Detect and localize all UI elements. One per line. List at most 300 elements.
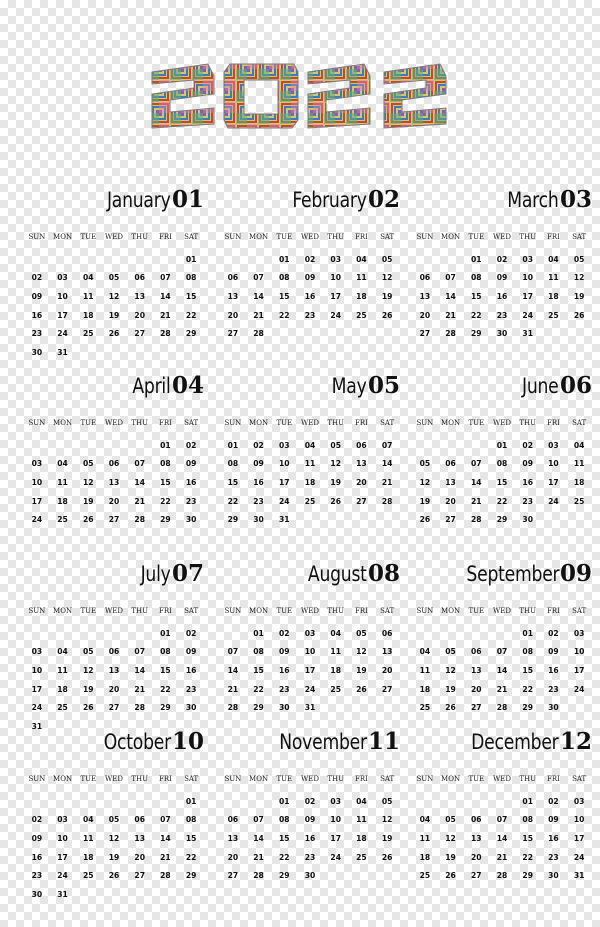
day-cell: 05 (108, 273, 120, 283)
day-cell: 07 (496, 815, 508, 825)
month-number: 04 (171, 372, 204, 399)
day-cell: 07 (160, 273, 171, 283)
day-cell: 29 (522, 871, 533, 881)
weekday-label: MON (249, 775, 269, 783)
empty-day-cell (24, 251, 50, 270)
empty-day-cell (412, 625, 438, 644)
day-cell: 17 (304, 666, 316, 676)
day-cell: 01 (522, 796, 533, 806)
day-cell: 28 (134, 515, 145, 525)
day-cell: 24 (330, 852, 341, 862)
day-cell: 31 (57, 348, 68, 358)
day-cell: 28 (470, 515, 482, 525)
weekday-label: SAT (184, 775, 199, 783)
month-number: 02 (367, 186, 400, 213)
day-cell: 14 (381, 459, 393, 469)
day-cell: 02 (496, 254, 508, 264)
weekday-label: SUN (416, 607, 434, 615)
day-cell: 01 (185, 254, 197, 264)
day-cell: 26 (381, 852, 393, 862)
day-cell: 18 (419, 852, 431, 862)
day-cell: 13 (419, 292, 431, 302)
empty-day-cell (463, 437, 489, 456)
empty-day-cell (75, 251, 101, 270)
day-cell: 04 (356, 796, 367, 806)
month-header (260, 728, 400, 768)
empty-day-cell (24, 437, 50, 456)
weekday-label: WED (301, 419, 319, 427)
day-cell: 24 (522, 310, 533, 320)
day-cell: 01 (496, 440, 508, 450)
day-cell: 27 (108, 703, 120, 713)
day-cell: 16 (31, 852, 43, 862)
day-cell: 11 (304, 459, 316, 469)
day-cell: 07 (381, 440, 393, 450)
day-cell: 01 (470, 254, 482, 264)
weekday-label: SAT (572, 607, 587, 615)
day-cell: 20 (470, 852, 482, 862)
day-cell: 06 (108, 459, 120, 469)
month-number: 12 (559, 728, 592, 755)
day-cell: 01 (160, 628, 171, 638)
month-grid (24, 232, 204, 363)
weekday-label: THU (131, 775, 149, 783)
weekday-label: SAT (572, 233, 587, 241)
day-cell: 29 (522, 703, 533, 713)
weekday-label: THU (519, 233, 537, 241)
day-cell: 03 (573, 796, 585, 806)
day-cell: 02 (548, 628, 559, 638)
day-cell: 23 (278, 684, 290, 694)
day-cell: 01 (160, 440, 171, 450)
weekday-label: FRI (354, 775, 368, 783)
day-cell: 08 (496, 459, 508, 469)
empty-day-cell (412, 437, 438, 456)
day-cell: 11 (82, 292, 94, 302)
day-cell: 17 (278, 478, 290, 488)
day-cell: 14 (445, 292, 456, 302)
day-cell: 26 (82, 703, 94, 713)
day-cell: 27 (356, 496, 367, 506)
day-cell: 16 (185, 478, 197, 488)
day-cell: 09 (496, 273, 508, 283)
day-cell: 25 (57, 703, 68, 713)
day-cell: 25 (419, 871, 431, 881)
day-cell: 11 (573, 459, 585, 469)
month-march (412, 186, 592, 361)
day-cell: 16 (185, 666, 197, 676)
day-cell: 18 (57, 684, 68, 694)
day-cell: 15 (496, 478, 508, 488)
empty-day-cell (246, 793, 272, 812)
day-cell: 13 (445, 478, 456, 488)
day-cell: 18 (82, 310, 94, 320)
month-name: July (140, 562, 171, 586)
day-cell: 23 (304, 852, 316, 862)
weekday-label: FRI (354, 419, 368, 427)
empty-day-cell (24, 793, 50, 812)
day-cell: 27 (419, 329, 431, 339)
day-cell: 04 (419, 647, 431, 657)
day-cell: 09 (185, 647, 197, 657)
day-cell: 20 (134, 310, 145, 320)
day-cell: 25 (82, 329, 94, 339)
day-cell: 28 (160, 871, 171, 881)
day-cell: 13 (108, 478, 120, 488)
month-grid (412, 606, 592, 718)
day-cell: 02 (31, 815, 43, 825)
weekday-label: FRI (354, 607, 368, 615)
day-cell: 31 (573, 871, 585, 881)
day-cell: 22 (253, 684, 264, 694)
month-header (514, 372, 592, 412)
month-february (220, 186, 400, 361)
day-cell: 02 (278, 628, 290, 638)
empty-day-cell (127, 793, 153, 812)
month-number: 01 (171, 186, 204, 213)
day-cell: 04 (330, 628, 341, 638)
day-cell: 20 (227, 310, 239, 320)
day-cell: 25 (57, 515, 68, 525)
weekday-label: SUN (28, 775, 46, 783)
weekday-label: MON (441, 607, 461, 615)
day-cell: 26 (573, 310, 585, 320)
day-cell: 30 (31, 348, 43, 358)
month-grid (412, 418, 592, 530)
day-cell: 21 (470, 496, 482, 506)
day-cell: 27 (470, 871, 482, 881)
weekday-label: WED (493, 775, 511, 783)
day-cell: 21 (227, 684, 239, 694)
month-header (496, 186, 592, 226)
day-cell: 06 (134, 815, 145, 825)
weekday-label: SAT (380, 419, 395, 427)
month-header (295, 560, 400, 600)
day-cell: 14 (253, 834, 264, 844)
month-header (446, 560, 592, 600)
day-cell: 22 (185, 310, 197, 320)
day-cell: 27 (381, 684, 393, 694)
month-number: 06 (559, 372, 592, 399)
day-cell: 20 (419, 310, 431, 320)
empty-day-cell (50, 251, 76, 270)
weekday-label: WED (105, 607, 123, 615)
weekday-label: SUN (224, 607, 242, 615)
day-cell: 06 (108, 647, 120, 657)
day-cell: 06 (356, 440, 367, 450)
day-cell: 09 (253, 459, 264, 469)
day-cell: 07 (445, 273, 456, 283)
day-cell: 22 (278, 310, 290, 320)
day-cell: 12 (82, 478, 94, 488)
month-grid (220, 418, 400, 530)
day-cell: 06 (227, 815, 239, 825)
day-cell: 01 (185, 796, 197, 806)
day-cell: 26 (445, 871, 456, 881)
month-header (452, 728, 592, 768)
day-cell: 24 (330, 310, 341, 320)
day-cell: 19 (108, 852, 120, 862)
day-cell: 27 (108, 515, 120, 525)
month-grid (220, 606, 400, 718)
day-cell: 03 (548, 440, 559, 450)
weekday-label: SAT (572, 775, 587, 783)
day-cell: 26 (419, 515, 431, 525)
empty-day-cell (50, 437, 76, 456)
day-cell: 05 (445, 815, 456, 825)
day-cell: 19 (108, 310, 120, 320)
day-cell: 24 (304, 684, 316, 694)
empty-day-cell (153, 251, 179, 270)
day-cell: 16 (304, 292, 316, 302)
day-cell: 12 (356, 647, 367, 657)
day-cell: 12 (82, 666, 94, 676)
weekday-label: TUE (276, 233, 293, 241)
day-cell: 11 (82, 834, 94, 844)
day-cell: 02 (304, 254, 316, 264)
day-cell: 31 (304, 703, 316, 713)
weekday-label: SUN (28, 419, 46, 427)
day-cell: 22 (160, 496, 171, 506)
weekday-label: SUN (416, 419, 434, 427)
weekday-label: WED (301, 775, 319, 783)
day-cell: 15 (253, 666, 264, 676)
day-cell: 08 (470, 273, 482, 283)
day-cell: 07 (134, 459, 145, 469)
weekday-label: WED (493, 233, 511, 241)
weekday-label: TUE (276, 607, 293, 615)
day-cell: 28 (227, 703, 239, 713)
day-cell: 16 (548, 666, 559, 676)
day-cell: 20 (227, 852, 239, 862)
weekday-label: TUE (468, 775, 485, 783)
day-cell: 10 (57, 292, 68, 302)
weekday-label: TUE (80, 775, 97, 783)
weekday-label: MON (441, 775, 461, 783)
day-cell: 12 (573, 273, 585, 283)
day-cell: 16 (548, 834, 559, 844)
weekday-label: SAT (184, 607, 199, 615)
day-cell: 07 (160, 815, 171, 825)
day-cell: 21 (134, 496, 145, 506)
day-cell: 04 (419, 815, 431, 825)
day-cell: 22 (496, 496, 508, 506)
day-cell: 23 (304, 310, 316, 320)
day-cell: 10 (57, 834, 68, 844)
weekday-label: THU (327, 233, 345, 241)
day-cell: 30 (548, 871, 559, 881)
day-cell: 18 (548, 292, 559, 302)
day-cell: 28 (445, 329, 456, 339)
day-cell: 30 (31, 890, 43, 900)
day-cell: 19 (573, 292, 585, 302)
empty-day-cell (127, 437, 153, 456)
day-cell: 06 (419, 273, 431, 283)
day-cell: 11 (356, 815, 367, 825)
day-cell: 13 (108, 666, 120, 676)
day-cell: 17 (330, 292, 341, 302)
month-header (134, 560, 204, 600)
day-cell: 04 (304, 440, 316, 450)
weekday-label: THU (327, 775, 345, 783)
day-cell: 17 (548, 478, 559, 488)
day-cell: 09 (31, 292, 43, 302)
day-cell: 11 (356, 273, 367, 283)
day-cell: 19 (381, 834, 393, 844)
empty-day-cell (489, 793, 515, 812)
day-cell: 13 (134, 292, 145, 302)
day-cell: 14 (160, 834, 171, 844)
day-cell: 16 (522, 478, 533, 488)
day-cell: 17 (57, 852, 68, 862)
day-cell: 15 (470, 292, 482, 302)
weekday-label: FRI (158, 607, 172, 615)
weekday-label: TUE (468, 233, 485, 241)
day-cell: 11 (57, 478, 68, 488)
day-cell: 06 (470, 815, 482, 825)
day-cell: 10 (304, 647, 316, 657)
month-number: 05 (367, 372, 400, 399)
day-cell: 28 (253, 329, 264, 339)
day-cell: 22 (278, 852, 290, 862)
day-cell: 21 (445, 310, 456, 320)
empty-day-cell (246, 251, 272, 270)
day-cell: 12 (381, 273, 393, 283)
day-cell: 28 (160, 329, 171, 339)
day-cell: 09 (548, 647, 559, 657)
day-cell: 05 (82, 647, 94, 657)
weekday-label: SUN (224, 233, 242, 241)
day-cell: 11 (548, 273, 559, 283)
day-cell: 17 (57, 310, 68, 320)
month-name: September (466, 562, 559, 586)
day-cell: 26 (445, 703, 456, 713)
weekday-label: MON (249, 607, 269, 615)
empty-day-cell (24, 625, 50, 644)
month-number: 09 (559, 560, 592, 587)
month-name: October (103, 730, 171, 754)
month-grid (220, 232, 400, 344)
day-cell: 07 (227, 647, 239, 657)
day-cell: 12 (330, 459, 341, 469)
month-name: November (279, 730, 367, 754)
day-cell: 28 (496, 703, 508, 713)
day-cell: 18 (419, 684, 431, 694)
day-cell: 03 (57, 273, 68, 283)
day-cell: 23 (185, 496, 197, 506)
month-header (124, 372, 204, 412)
day-cell: 27 (227, 871, 239, 881)
weekday-label: SAT (380, 233, 395, 241)
day-cell: 05 (356, 628, 367, 638)
day-cell: 25 (304, 496, 316, 506)
weekday-label: WED (301, 233, 319, 241)
day-cell: 04 (82, 815, 94, 825)
day-cell: 31 (31, 722, 43, 732)
day-cell: 01 (278, 254, 290, 264)
empty-day-cell (75, 793, 101, 812)
day-cell: 15 (185, 292, 197, 302)
day-cell: 15 (160, 478, 171, 488)
weekday-label: MON (53, 607, 73, 615)
day-cell: 13 (356, 459, 367, 469)
day-cell: 10 (330, 815, 341, 825)
day-cell: 15 (522, 666, 533, 676)
day-cell: 05 (445, 647, 456, 657)
day-cell: 22 (522, 684, 533, 694)
month-number: 11 (367, 728, 400, 755)
weekday-label: THU (327, 419, 345, 427)
empty-day-cell (220, 625, 246, 644)
day-cell: 21 (160, 852, 171, 862)
day-cell: 10 (522, 273, 533, 283)
day-cell: 13 (134, 834, 145, 844)
day-cell: 03 (330, 796, 341, 806)
month-name: June (522, 374, 559, 398)
month-name: August (308, 562, 367, 586)
day-cell: 23 (253, 496, 264, 506)
weekday-label: FRI (158, 419, 172, 427)
weekday-label: WED (105, 233, 123, 241)
day-cell: 04 (573, 440, 585, 450)
day-cell: 23 (496, 310, 508, 320)
day-cell: 17 (522, 292, 533, 302)
day-cell: 20 (356, 478, 367, 488)
empty-day-cell (127, 251, 153, 270)
day-cell: 20 (134, 852, 145, 862)
month-april (24, 372, 204, 547)
weekday-label: SUN (28, 607, 46, 615)
day-cell: 01 (522, 628, 533, 638)
day-cell: 14 (134, 478, 145, 488)
weekday-label: MON (53, 419, 73, 427)
weekday-label: FRI (546, 419, 560, 427)
day-cell: 25 (548, 310, 559, 320)
weekday-label: TUE (276, 419, 293, 427)
day-cell: 11 (57, 666, 68, 676)
day-cell: 24 (573, 684, 585, 694)
day-cell: 19 (82, 496, 94, 506)
day-cell: 26 (82, 515, 94, 525)
month-august (220, 560, 400, 735)
month-november (220, 728, 400, 903)
weekday-label: FRI (546, 775, 560, 783)
day-cell: 13 (227, 834, 239, 844)
month-january (24, 186, 204, 361)
day-cell: 16 (253, 478, 264, 488)
day-cell: 18 (57, 496, 68, 506)
day-cell: 05 (573, 254, 585, 264)
day-cell: 19 (82, 684, 94, 694)
day-cell: 09 (304, 273, 316, 283)
day-cell: 23 (185, 684, 197, 694)
empty-day-cell (220, 793, 246, 812)
day-cell: 29 (160, 515, 171, 525)
day-cell: 28 (381, 496, 393, 506)
month-october (24, 728, 204, 903)
day-cell: 21 (496, 684, 508, 694)
day-cell: 14 (227, 666, 239, 676)
empty-day-cell (438, 625, 464, 644)
weekday-label: THU (519, 607, 537, 615)
day-cell: 29 (160, 703, 171, 713)
weekday-label: MON (249, 233, 269, 241)
day-cell: 02 (185, 440, 197, 450)
weekday-label: SAT (572, 419, 587, 427)
day-cell: 20 (108, 684, 120, 694)
day-cell: 24 (57, 871, 68, 881)
day-cell: 03 (304, 628, 316, 638)
